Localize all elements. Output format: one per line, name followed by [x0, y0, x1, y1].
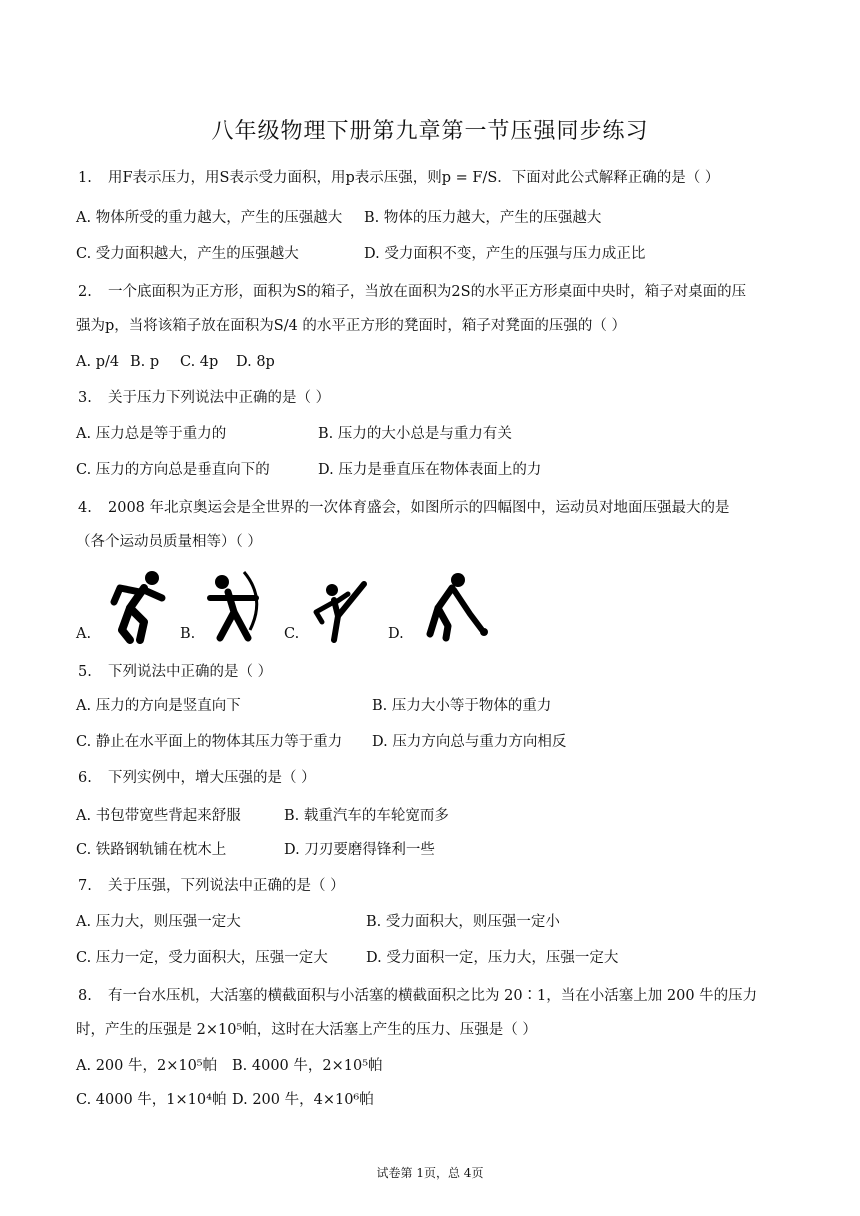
- option-c[interactable]: C. 压力的方向总是垂直向下的: [76, 462, 270, 478]
- option-b[interactable]: B. p: [130, 354, 160, 370]
- question-2-cont: [76, 316, 626, 336]
- question-6-options-row-2: [76, 840, 796, 860]
- option-d[interactable]: D. 受力面积一定，压力大，压强一定大: [366, 950, 619, 966]
- question-3: [78, 388, 330, 408]
- option-a[interactable]: A. 200 牛，2×10⁵帕: [76, 1058, 218, 1074]
- question-2: [78, 282, 746, 302]
- option-c[interactable]: C. 静止在水平面上的物体其压力等于重力: [76, 734, 343, 750]
- question-text: 下列实例中，增大压强的是（ ）: [108, 770, 316, 786]
- question-text: 用F表示压力，用S表示受力面积，用p表示压强，则p = F/S．下面对此公式解释正确的是（ ）: [108, 170, 720, 186]
- question-text: 关于压力下列说法中正确的是（ ）: [108, 390, 331, 406]
- athlete-d-icon: [412, 568, 492, 646]
- question-5-options-row-2: [76, 732, 796, 752]
- question-text: 关于压强，下列说法中正确的是（ ）: [108, 878, 345, 894]
- option-b[interactable]: B. 受力面积大，则压强一定小: [366, 914, 560, 930]
- question-1-options-row-1: [76, 208, 796, 228]
- figure-d[interactable]: [388, 566, 498, 646]
- question-8-options-row-1: [76, 1056, 796, 1076]
- question-text-line-2: （各个运动员质量相等）（ ）: [76, 534, 262, 550]
- question-6-options-row-1: [76, 806, 796, 826]
- question-text-line-1: 一个底面积为正方形，面积为S的箱子，当放在面积为2S的水平正方形桌面中央时，箱子对桌面的压: [108, 284, 747, 300]
- question-number: 6.: [78, 770, 92, 786]
- question-number: 4.: [78, 500, 92, 516]
- question-3-options-row-2: [76, 460, 796, 480]
- question-3-options-row-1: [76, 424, 796, 444]
- athlete-b-icon: [200, 568, 270, 646]
- question-text: 下列说法中正确的是（ ）: [108, 664, 273, 680]
- question-5: [78, 662, 272, 682]
- question-6: [78, 768, 316, 788]
- option-d[interactable]: D. 200 牛，4×10⁶帕: [232, 1092, 374, 1108]
- question-text-line-1: 2008 年北京奥运会是全世界的一次体育盛会，如图所示的四幅图中，运动员对地面压强最大的是: [108, 500, 730, 516]
- option-d[interactable]: D. 压力是垂直压在物体表面上的力: [318, 462, 542, 478]
- question-4: [78, 498, 730, 518]
- question-number: 8.: [78, 988, 92, 1004]
- athlete-c-icon: [304, 568, 374, 646]
- question-8: [78, 986, 757, 1006]
- option-a[interactable]: A. 压力的方向是竖直向下: [76, 698, 241, 714]
- option-c[interactable]: C. 压力一定，受力面积大，压强一定大: [76, 950, 328, 966]
- question-text-line-2: 强为p，当将该箱子放在面积为S/4 的水平正方形的凳面时，箱子对凳面的压强的（ ）: [76, 318, 627, 334]
- figure-a[interactable]: [76, 566, 176, 646]
- question-number: 5.: [78, 664, 92, 680]
- option-c[interactable]: C. 铁路钢轨铺在枕木上: [76, 842, 227, 858]
- question-4-figures: [76, 566, 556, 646]
- option-c[interactable]: C. 受力面积越大，产生的压强越大: [76, 246, 299, 262]
- option-a[interactable]: A. 物体所受的重力越大，产生的压强越大: [76, 210, 343, 226]
- option-b[interactable]: B. 4000 牛，2×10⁵帕: [232, 1058, 383, 1074]
- option-a[interactable]: A. 压力大，则压强一定大: [76, 914, 241, 930]
- figure-c[interactable]: [284, 566, 384, 646]
- option-label-b: B.: [180, 626, 196, 642]
- page-footer: 试卷第 1页，总 4页: [376, 1166, 484, 1180]
- question-number: 1.: [78, 170, 92, 186]
- page-title: 八年级物理下册第九章第一节压强同步练习: [211, 119, 649, 144]
- option-a[interactable]: A. 压力总是等于重力的: [76, 426, 227, 442]
- question-8-options-row-2: [76, 1090, 796, 1110]
- option-b[interactable]: B. 压力的大小总是与重力有关: [318, 426, 512, 442]
- option-b[interactable]: B. 压力大小等于物体的重力: [372, 698, 552, 714]
- question-text-line-1: 有一台水压机，大活塞的横截面积与小活塞的横截面积之比为 20∶1，当在小活塞上加 200 牛的压力: [108, 988, 758, 1004]
- athlete-a-icon: [100, 568, 170, 646]
- question-number: 2.: [78, 284, 92, 300]
- question-7: [78, 876, 345, 896]
- option-d[interactable]: D. 刀刃要磨得锋利一些: [284, 842, 435, 858]
- option-d[interactable]: D. 压力方向总与重力方向相反: [372, 734, 567, 750]
- option-d[interactable]: D. 8p: [236, 354, 275, 370]
- option-b[interactable]: B. 物体的压力越大，产生的压强越大: [364, 210, 602, 226]
- question-7-options-row-2: [76, 948, 796, 968]
- option-a[interactable]: A. p/4: [76, 354, 120, 370]
- question-1-options-row-2: [76, 244, 796, 264]
- option-label-c: C.: [284, 626, 300, 642]
- option-label-d: D.: [388, 626, 404, 642]
- option-d[interactable]: D. 受力面积不变，产生的压强与压力成正比: [364, 246, 646, 262]
- question-number: 3.: [78, 390, 92, 406]
- option-label-a: A.: [76, 626, 92, 642]
- question-8-cont: [76, 1020, 537, 1040]
- question-1: [78, 168, 719, 188]
- question-5-options-row-1: [76, 696, 796, 716]
- option-a[interactable]: A. 书包带宽些背起来舒服: [76, 808, 241, 824]
- option-c[interactable]: C. 4000 牛，1×10⁴帕: [76, 1092, 227, 1108]
- question-number: 7.: [78, 878, 92, 894]
- option-b[interactable]: B. 载重汽车的车轮宽而多: [284, 808, 449, 824]
- question-text-line-2: 时，产生的压强是 2×10⁵帕，这时在大活塞上产生的压力、压强是（ ）: [76, 1022, 537, 1038]
- option-c[interactable]: C. 4p: [180, 354, 219, 370]
- figure-b[interactable]: [180, 566, 280, 646]
- question-2-options: [76, 352, 796, 372]
- question-7-options-row-1: [76, 912, 796, 932]
- question-4-cont: [76, 532, 262, 552]
